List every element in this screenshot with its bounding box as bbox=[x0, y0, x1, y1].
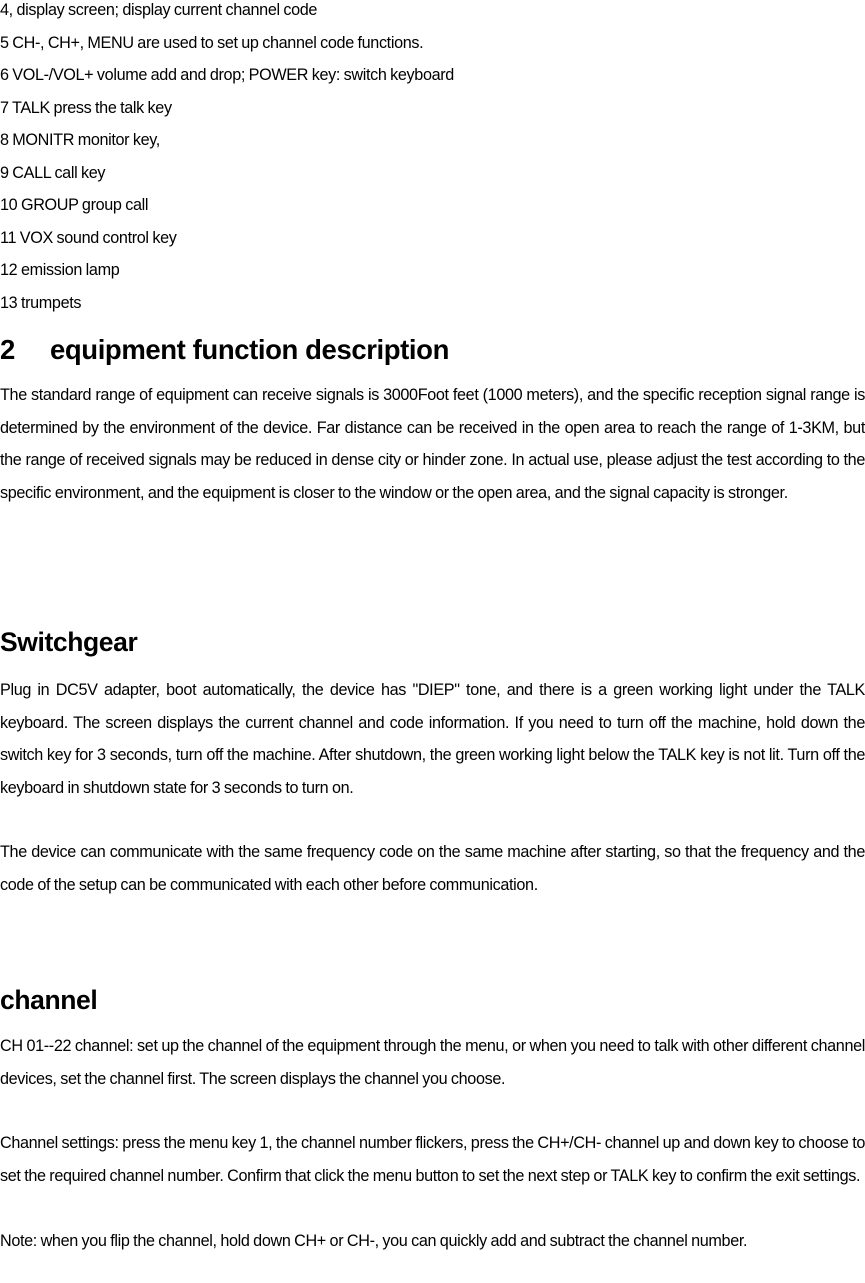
list-item: 4, display screen; display current channel code bbox=[0, 1, 318, 19]
list-item: 5 CH-, CH+, MENU are used to set up channel code functions. bbox=[0, 33, 424, 52]
section-title: equipment function description bbox=[50, 334, 449, 365]
switchgear-paragraph-power: Plug in DC5V adapter, boot automatically, the device has "DIEP" tone, and there is a green working light under the TALK keyboard. The screen displays the current channel and code information. If you need to turn off the machine, hold down the switch key for 3 seconds, turn off the machine. After shutdown, the green working light below the TALK key is not lit. Turn off the keyboard in shutdown state for 3 seconds to turn on. bbox=[0, 681, 865, 797]
list-item: 9 CALL call key bbox=[0, 163, 106, 182]
list-item: 7 TALK press the talk key bbox=[0, 98, 172, 117]
channel-paragraph-note: Note: when you flip the channel, hold down CH+ or CH-, you can quickly add and subtract the channel number. bbox=[0, 1232, 748, 1250]
section-heading-equipment-function bbox=[0, 330, 449, 370]
section-number: 2 bbox=[0, 334, 15, 365]
switchgear-heading: Switchgear bbox=[0, 627, 138, 657]
list-item: 8 MONITR monitor key, bbox=[0, 131, 160, 149]
list-item: 12 emission lamp bbox=[0, 261, 120, 279]
channel-paragraph-range: CH 01--22 channel: set up the channel of the equipment through the menu, or when you need to talk with other different channel devices, set the channel first. The screen displays the channel you choose. bbox=[0, 1037, 865, 1088]
channel-heading: channel bbox=[0, 985, 98, 1015]
channel-paragraph-settings: Channel settings: press the menu key 1, the channel number flickers, press the CH+/CH- channel up and down key to choose to set the required channel number. Confirm that click the menu button to set the next step or TALK key to confirm the exit settings. bbox=[0, 1134, 865, 1185]
list-item: 6 VOL-/VOL+ volume add and drop; POWER key: switch keyboard bbox=[0, 66, 454, 84]
range-paragraph: The standard range of equipment can receive signals is 3000Foot feet (1000 meters), and the specific reception signal range is determined by the environment of the device. Far distance can be received in the open area to reach the range of 1-3KM, but the range of received signals may be reduced in dense city or hinder zone. In actual use, please adjust the test according to the specific environment, and the equipment is closer to the window or the open area, and the signal capacity is stronger. bbox=[0, 386, 865, 502]
list-item: 10 GROUP group call bbox=[0, 196, 149, 214]
key-function-list bbox=[0, 0, 865, 319]
switchgear-paragraph-communicate: The device can communicate with the same frequency code on the same machine after starting, so that the frequency and the code of the setup can be communicated with each other before communication. bbox=[0, 843, 865, 894]
list-item: 13 trumpets bbox=[0, 293, 82, 312]
list-item: 11 VOX sound control key bbox=[0, 228, 177, 247]
